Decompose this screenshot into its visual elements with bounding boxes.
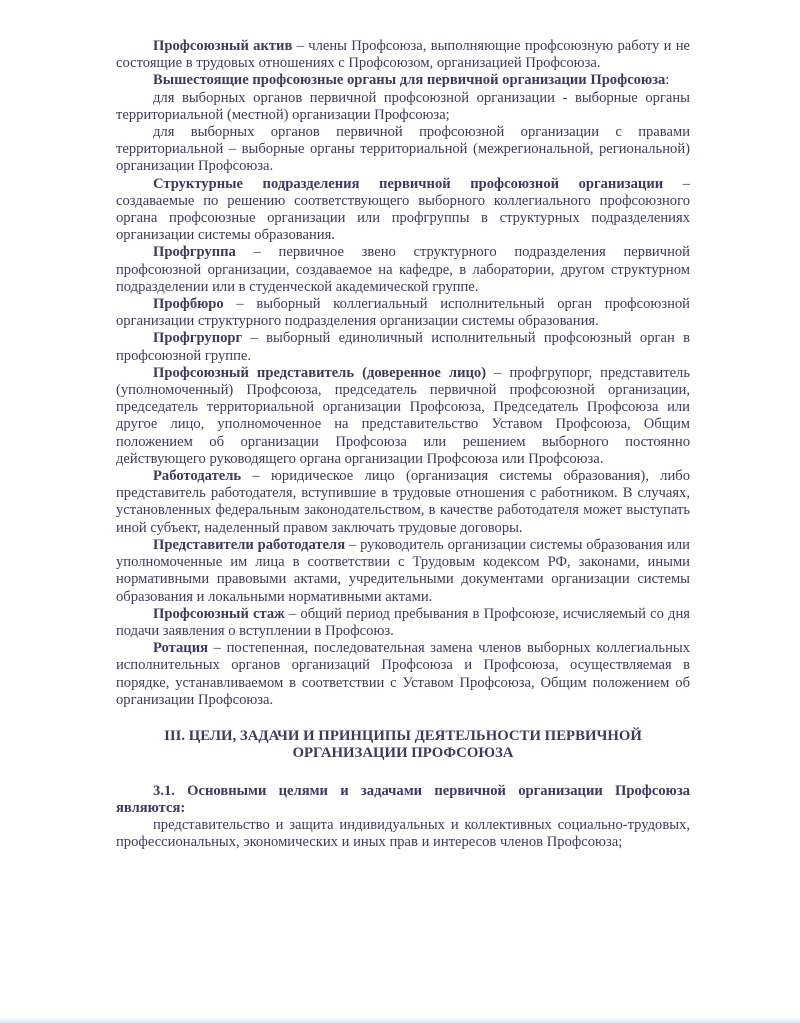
definition-paragraph (116, 606, 690, 640)
definition-paragraph (116, 330, 690, 364)
definition-text: – юридическое лицо (организация системы образования), либо представитель работодателя, вступившие в трудовые отношения с работником. В случаях, установленных федеральным законодательством, в качестве работодателя может выступать иной субъект, наделенный правом заключать трудовые договоры. (116, 468, 690, 536)
section-heading: III. ЦЕЛИ, ЗАДАЧИ И ПРИНЦИПЫ ДЕЯТЕЛЬНОСТИ ПЕРВИЧНОЙ ОРГАНИЗАЦИИ ПРОФСОЮЗА (164, 727, 642, 762)
definition-paragraph (116, 640, 690, 709)
definition-text: – руководитель организации системы образования или уполномоченные им лица в соответствии с Трудовым кодексом РФ, законами, иными нормативными правовыми актами, учредительными документами организации системы образования и локальными нормативными актами. (116, 536, 690, 605)
definition-paragraph (116, 365, 690, 468)
definition-term: Ротация (153, 640, 209, 657)
definition-paragraph (116, 468, 690, 537)
definition-term: Вышестоящие профсоюзные органы для первичной организации Профсоюза (153, 72, 666, 89)
section-subheading: 3.1. Основными целями и задачами первичной организации Профсоюза являются: (116, 782, 690, 816)
definition-term: Профбюро (153, 296, 224, 313)
definition-paragraph (116, 244, 690, 296)
definition-term: Профсоюзный представитель (доверенное лицо) (153, 364, 487, 381)
definition-paragraph (116, 176, 690, 245)
definition-term: Представители работодателя (153, 536, 346, 553)
definition-term: Профсоюзный актив (153, 38, 293, 54)
list-item: для выборных органов первичной профсоюзной организации с правами территориальной – выборные органы территориальной (межрегиональной, региональной) организации Профсоюза. (116, 124, 690, 175)
definition-text: – создаваемые по решению соответствующего выборного коллегиального профсоюзного органа профсоюзные организации или профгруппы в структурных подразделениях организации системы образования. (116, 175, 690, 244)
definition-paragraph (116, 537, 690, 606)
definition-text: – выборный коллегиальный исполнительный орган профсоюзной организации структурного подразделения организации системы образования. (116, 296, 690, 330)
definition-term: Профгрупорг (153, 330, 243, 347)
definition-term: Профгруппа (153, 244, 236, 261)
definition-term: Работодатель (153, 468, 242, 485)
section-body: представительство и защита индивидуальных и коллективных социально-трудовых, профессиональных, экономических и иных прав и интересов членов Профсоюза; (116, 817, 690, 851)
definition-paragraph (116, 296, 690, 330)
definition-text: : (665, 72, 670, 89)
document-page (116, 38, 690, 852)
definition-term: Структурные подразделения первичной профсоюзной организации (153, 175, 664, 192)
definition-text: – выборный единоличный исполнительный профсоюзный орган в профсоюзной группе. (116, 330, 690, 364)
definition-text: – постепенная, последовательная замена членов выборных коллегиальных исполнительных органов организаций Профсоюза и Профсоюза, осуществляемая в порядке, устанавливаемом в соответствии с Уставом Профсоюза, Общим положением об организации Профсоюза. (116, 640, 690, 708)
list-item: для выборных органов первичной профсоюзной организации - выборные органы территориальной (местной) организации Профсоюза; (116, 89, 690, 123)
definition-text: – члены Профсоюза, выполняющие профсоюзную работу и не состоящие в трудовых отношениях с Профсоюзом, организацией Профсоюза. (116, 38, 690, 72)
definition-paragraph (116, 72, 690, 89)
definition-paragraph (116, 38, 690, 72)
definition-text: – общий период пребывания в Профсоюзе, исчисляемый со дня подачи заявления о вступлении в Профсоюз. (116, 605, 690, 639)
definition-text: – профгрупорг, представитель (уполномоченный) Профсоюза, председатель первичной профсоюзной организации, председатель территориальной организации Профсоюза, Председатель Профсоюза или другое лицо, уполномоченное на представительство Уставом Профсоюза, Общим положением об организации Профсоюза или решением выборного постоянно действующего руководящего органа организации Профсоюза или Профсоюза. (116, 364, 690, 467)
scan-edge (0, 1017, 800, 1023)
definition-term: Профсоюзный стаж (153, 605, 285, 622)
definition-text: – первичное звено структурного подразделения первичной профсоюзной организации, создаваемое на кафедре, в лаборатории, другом структурном подразделении или в студенческой академической группе. (116, 244, 690, 295)
